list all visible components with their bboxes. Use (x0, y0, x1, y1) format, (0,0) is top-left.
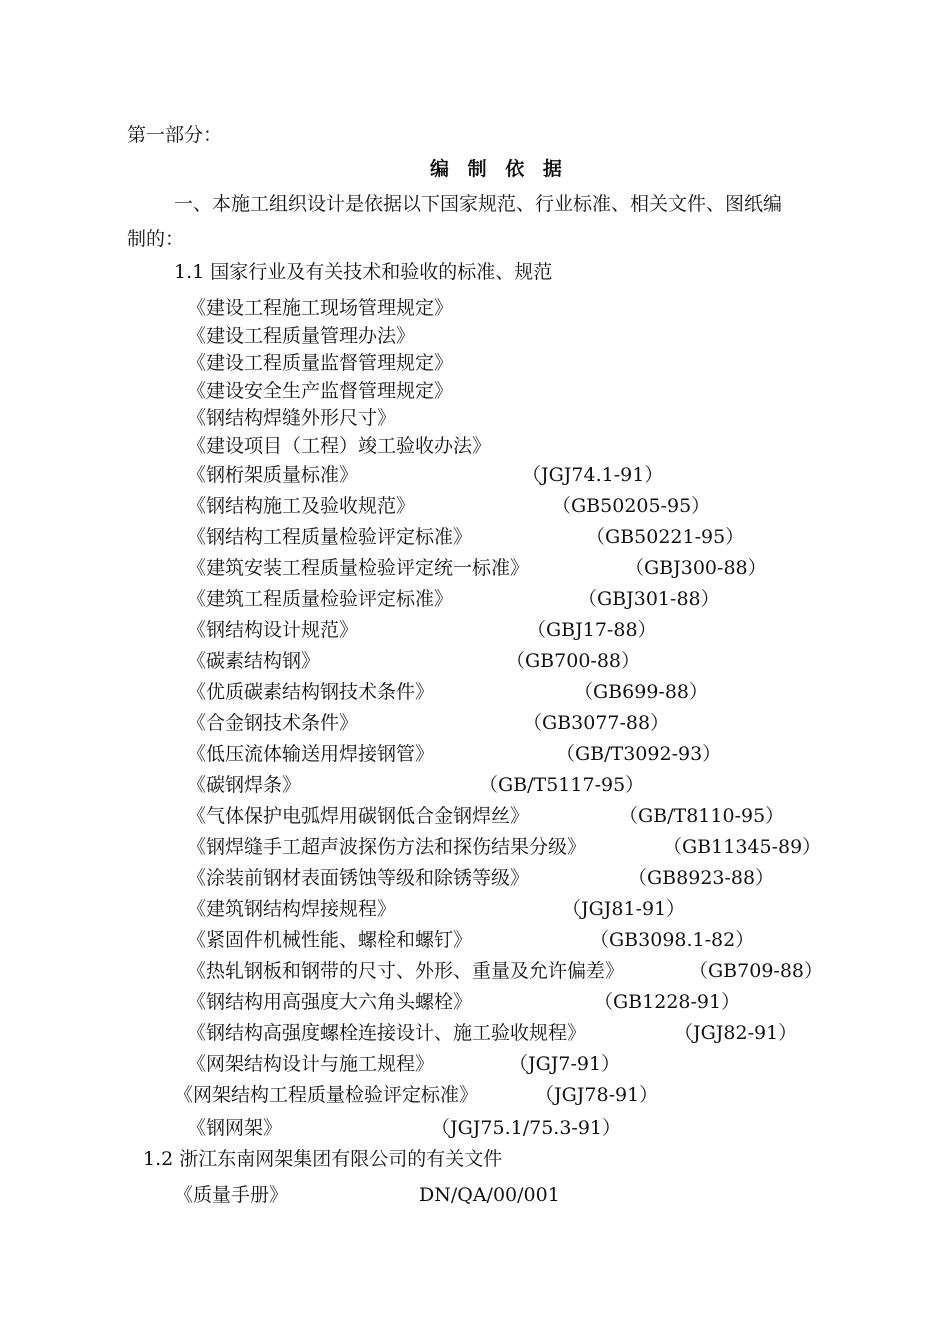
standard-name: 《建筑工程质量检验评定标准》 (187, 588, 454, 610)
standard-item (187, 896, 686, 922)
standard-item (187, 323, 415, 349)
standard-name: 《建设工程质量监督管理规定》 (187, 352, 454, 374)
standard-code: （JGJ82-91） (674, 1022, 798, 1044)
standard-code: （GB699-88） (574, 681, 709, 703)
standard-item (187, 586, 720, 612)
standard-item (187, 1051, 621, 1077)
standard-name: 《气体保护电弧焊用碳钢低合金钢焊丝》 (187, 805, 530, 827)
page-title: 编 制 依 据 (430, 158, 568, 180)
standard-code: （GB50221-95） (586, 526, 745, 548)
standard-name: 《碳钢焊条》 (187, 774, 302, 796)
standard-item (187, 617, 657, 643)
standard-code: （GB8923-88） (628, 867, 775, 889)
intro-line-2: 制的： (127, 228, 185, 250)
subsection-heading-1: 1.1 国家行业及有关技术和验收的标准、规范 (174, 261, 553, 283)
standard-name: 《钢结构设计规范》 (187, 619, 359, 641)
standard-name: 《建设工程施工现场管理规定》 (187, 297, 454, 319)
section-label: 第一部分： (127, 124, 223, 146)
standard-name: 《网架结构工程质量检验评定标准》 (174, 1084, 479, 1106)
document-code: DN/QA/00/001 (419, 1184, 560, 1206)
standard-item (187, 1020, 798, 1046)
subsection-heading-2: 1.2 浙江东南网架集团有限公司的有关文件 (143, 1148, 503, 1170)
standard-item (187, 493, 711, 519)
standard-name: 《网架结构设计与施工规程》 (187, 1053, 435, 1075)
standard-item (187, 958, 824, 984)
standard-name: 《合金钢技术条件》 (187, 712, 359, 734)
standard-name: 《热轧钢板和钢带的尺寸、外形、重量及允许偏差》 (187, 960, 625, 982)
standard-name: 《建设安全生产监督管理规定》 (187, 380, 454, 402)
standard-item (174, 1082, 659, 1108)
standard-item (187, 710, 670, 736)
standard-item (187, 834, 822, 860)
standard-name: 《紧固件机械性能、螺栓和螺钉》 (187, 929, 473, 951)
standard-name: 《低压流体输送用焊接钢管》 (187, 743, 435, 765)
standard-name: 《钢焊缝手工超声波探伤方法和探伤结果分级》 (187, 836, 587, 858)
standard-code: （GB/T8110-95） (619, 805, 785, 827)
standard-code: （GB1228-91） (594, 991, 741, 1013)
standard-code: （JGJ81-91） (562, 898, 686, 920)
standard-name: 《钢结构焊缝外形尺寸》 (187, 407, 397, 429)
standard-name: 《建筑钢结构焊接规程》 (187, 898, 397, 920)
standard-code: （GB/T5117-95） (479, 774, 645, 796)
standard-item (187, 803, 785, 829)
standard-name: 《碳素结构钢》 (187, 650, 321, 672)
standard-code: （GB/T3092-93） (556, 743, 722, 765)
standard-code: （JGJ74.1-91） (522, 464, 664, 486)
standard-item (187, 462, 664, 488)
standard-item (187, 1115, 622, 1141)
standard-item (187, 865, 775, 891)
standard-name: 《建设项目（工程）竣工验收办法》 (187, 435, 492, 457)
standard-item (187, 927, 755, 953)
standard-item (187, 405, 396, 431)
standard-name: 《优质碳素结构钢技术条件》 (187, 681, 435, 703)
standard-name: 《钢网架》 (187, 1117, 283, 1139)
standard-item (187, 555, 767, 581)
standard-name: 《钢结构用高强度大六角头螺栓》 (187, 991, 473, 1013)
standard-code: （GBJ301-88） (578, 588, 720, 610)
company-document-item (174, 1182, 560, 1208)
standard-code: （GBJ17-88） (527, 619, 657, 641)
standard-item (187, 989, 741, 1015)
standard-item (187, 741, 722, 767)
standard-code: （GB3077-88） (523, 712, 670, 734)
standard-item (187, 433, 491, 459)
standard-code: （JGJ75.1/75.3-91） (431, 1117, 622, 1139)
standard-code: （GB709-88） (689, 960, 824, 982)
standard-code: （JGJ78-91） (535, 1084, 659, 1106)
standard-item (187, 772, 645, 798)
standard-code: （GBJ300-88） (625, 557, 767, 579)
standard-item (187, 679, 709, 705)
standard-code: （GB11345-89） (663, 836, 822, 858)
standard-item (187, 524, 745, 550)
standard-name: 《建设工程质量管理办法》 (187, 325, 416, 347)
standard-item (187, 350, 453, 376)
standard-name: 《建筑安装工程质量检验评定统一标准》 (187, 557, 530, 579)
standard-name: 《钢桁架质量标准》 (187, 464, 359, 486)
standard-name: 《钢结构施工及验收规范》 (187, 495, 416, 517)
standard-item (187, 648, 641, 674)
standard-code: （GB3098.1-82） (590, 929, 755, 951)
standard-code: （GB50205-95） (552, 495, 711, 517)
document-name: 《质量手册》 (174, 1184, 289, 1206)
standard-item (187, 295, 453, 321)
intro-line-1: 一、本施工组织设计是依据以下国家规范、行业标准、相关文件、图纸编 (174, 193, 783, 215)
standard-name: 《钢结构高强度螺栓连接设计、施工验收规程》 (187, 1022, 587, 1044)
standard-name: 《钢结构工程质量检验评定标准》 (187, 526, 473, 548)
standard-name: 《涂装前钢材表面锈蚀等级和除锈等级》 (187, 867, 530, 889)
standard-code: （GB700-88） (506, 650, 641, 672)
standard-code: （JGJ7-91） (509, 1053, 621, 1075)
standard-item (187, 378, 453, 404)
